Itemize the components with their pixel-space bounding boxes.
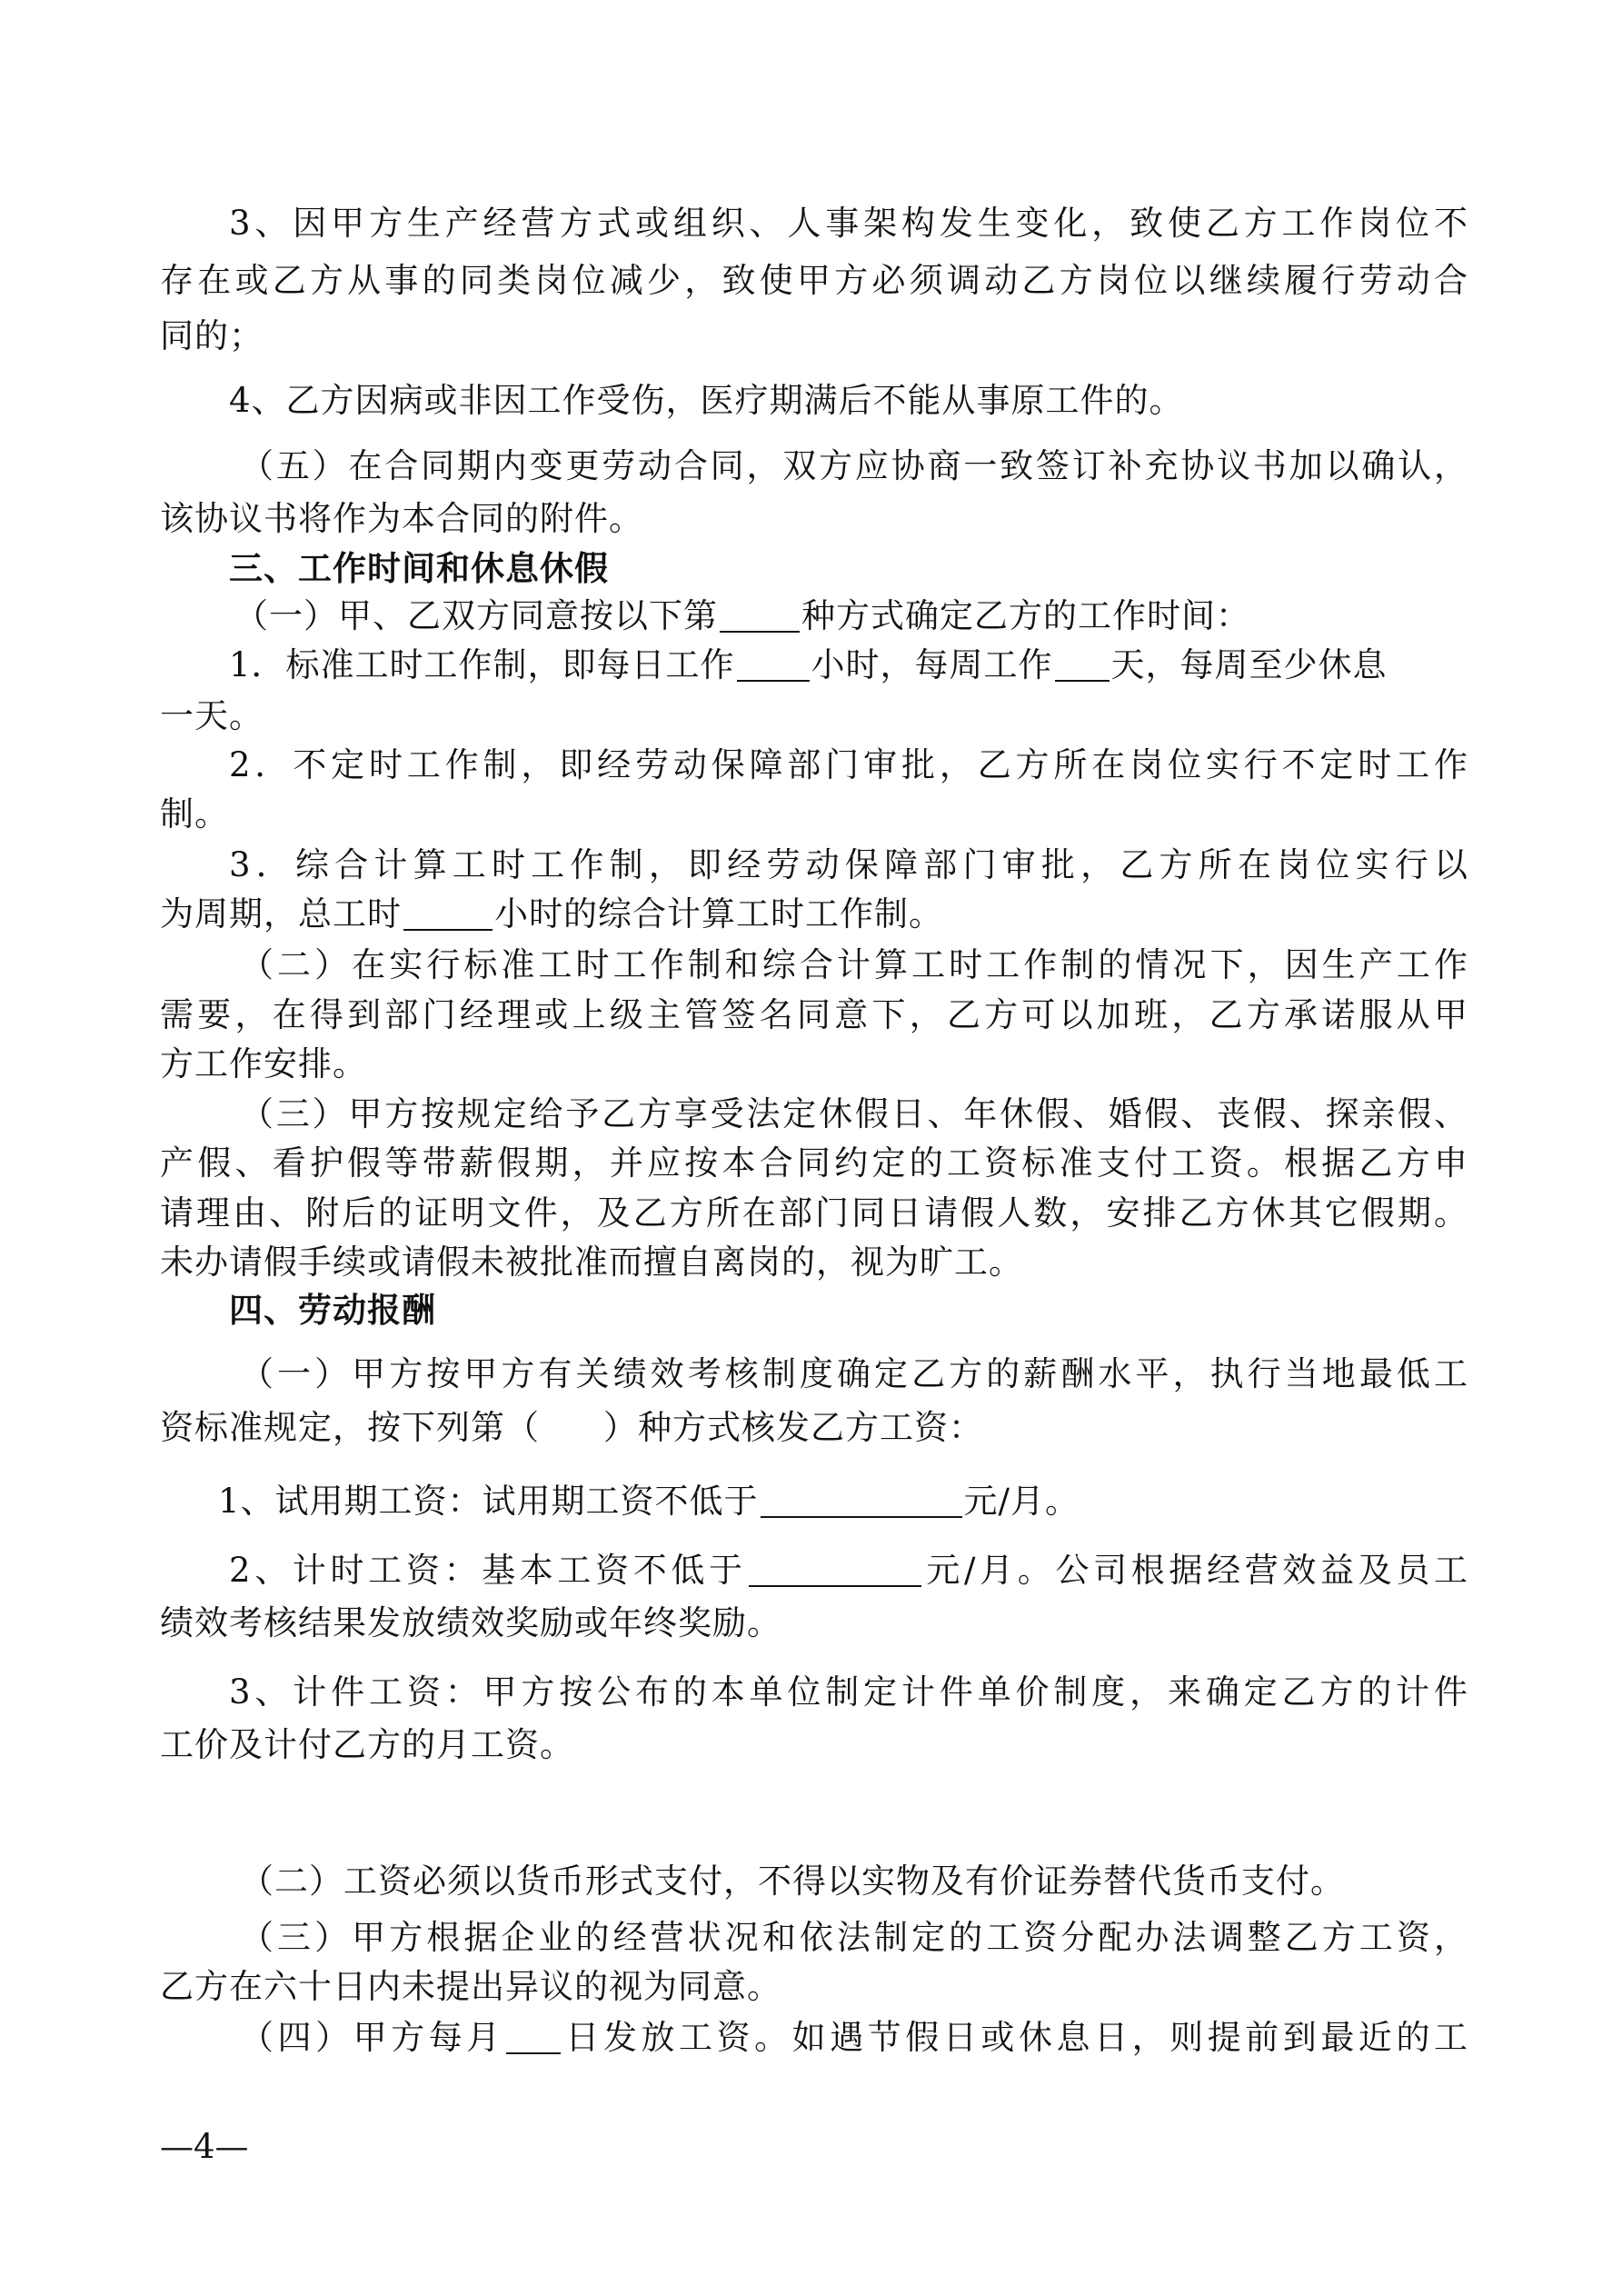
paragraph-line: 存在或乙方从事的同类岗位减少，致使甲方必须调动乙方岗位以继续履行劳动合 xyxy=(160,261,1468,300)
paragraph-line xyxy=(229,642,1537,689)
line-text: （一）甲、乙双方同意按以下第 xyxy=(234,596,718,635)
line-text: 资标准规定，按下列第（ xyxy=(160,1408,540,1447)
paragraph-line: 2．不定时工作制，即经劳动保障部门审批，乙方所在岗位实行不定时工作 xyxy=(229,745,1468,784)
line-text: 小时，每周工作 xyxy=(811,645,1053,684)
paragraph-line: 产假、看护假等带薪假期，并应按本合同约定的工资标准支付工资。根据乙方申 xyxy=(160,1143,1468,1183)
fill-blank[interactable] xyxy=(761,1483,962,1518)
paragraph-line: 制。 xyxy=(160,794,229,834)
fill-blank[interactable] xyxy=(737,647,810,682)
line-text: 1．标准工时工作制，即每日工作 xyxy=(229,645,735,684)
paragraph-line: 工价及计付乙方的月工资。 xyxy=(160,1725,574,1764)
paragraph-line: （三）甲方根据企业的经营状况和依法制定的工资分配办法调整乙方工资， xyxy=(240,1918,1468,1957)
line-text: ）种方式核发乙方工资： xyxy=(603,1408,983,1447)
paragraph-line: 3、计件工资：甲方按公布的本单位制定计件单价制度，来确定乙方的计件 xyxy=(229,1672,1468,1712)
paragraph-line: 一天。 xyxy=(160,696,264,735)
paragraph-line: （一）甲方按甲方有关绩效考核制度确定乙方的薪酬水平，执行当地最低工 xyxy=(240,1354,1468,1393)
line-text: 天，每周至少休息 xyxy=(1110,645,1388,684)
line-text: 2、计时工资：基本工资不低于 xyxy=(229,1551,747,1590)
fill-blank[interactable] xyxy=(720,598,800,633)
line-text: 种方式确定乙方的工作时间： xyxy=(801,596,1250,635)
paragraph-line: （二）工资必须以货币形式支付，不得以实物及有价证券替代货币支付。 xyxy=(240,1862,1345,1901)
paragraph-line: 同的； xyxy=(160,316,264,355)
section-heading: 四、劳动报酬 xyxy=(229,1291,436,1330)
paragraph-line: （五）在合同期内变更劳动合同，双方应协商一致签订补充协议书加以确认， xyxy=(240,446,1468,485)
line-text: 元/月。公司根据经营效益及员工 xyxy=(922,1551,1469,1590)
paragraph-line xyxy=(229,1547,1468,1594)
line-text: 元/月。 xyxy=(963,1482,1080,1521)
line-text: 小时的综合计算工时工作制。 xyxy=(494,894,943,933)
fill-blank[interactable] xyxy=(403,896,493,931)
line-text: 日发放工资。如遇节假日或休息日，则提前到最近的工 xyxy=(562,2018,1469,2057)
paragraph-line: 请理由、附后的证明文件，及乙方所在部门同日请假人数，安排乙方休其它假期。 xyxy=(160,1193,1468,1233)
fill-blank[interactable] xyxy=(1055,647,1110,682)
paragraph-line: 未办请假手续或请假未被批准而擅自离岗的，视为旷工。 xyxy=(160,1243,1023,1282)
paragraph-line: 绩效考核结果发放绩效奖励或年终奖励。 xyxy=(160,1603,781,1642)
paragraph-line: 3、因甲方生产经营方式或组织、人事架构发生变化，致使乙方工作岗位不 xyxy=(229,204,1468,243)
fill-blank[interactable] xyxy=(749,1552,921,1587)
line-text: 1、试用期工资：试用期工资不低于 xyxy=(218,1482,759,1521)
fill-blank[interactable] xyxy=(506,2020,561,2054)
paragraph-line: 乙方在六十日内未提出异议的视为同意。 xyxy=(160,1967,781,2006)
paragraph-line: 4、乙方因病或非因工作受伤，医疗期满后不能从事原工件的。 xyxy=(229,381,1184,420)
section-heading: 三、工作时间和休息休假 xyxy=(229,549,609,588)
paragraph-line xyxy=(218,1478,1527,1525)
paragraph-line: 3．综合计算工时工作制，即经劳动保障部门审批，乙方所在岗位实行以 xyxy=(229,845,1468,884)
paragraph-line xyxy=(234,593,1543,640)
line-text: 为周期，总工时 xyxy=(160,894,402,933)
paragraph-line: （三）甲方按规定给予乙方享受法定休假日、年休假、婚假、丧假、探亲假、 xyxy=(240,1094,1468,1133)
paragraph-line xyxy=(160,891,1468,938)
page-number: —4— xyxy=(160,2127,249,2166)
paragraph-line xyxy=(160,1404,1468,1452)
paragraph-line: 该协议书将作为本合同的附件。 xyxy=(160,499,643,538)
paragraph-line xyxy=(240,2014,1468,2061)
paragraph-line: 需要，在得到部门经理或上级主管签名同意下，乙方可以加班，乙方承诺服从甲 xyxy=(160,995,1468,1034)
line-text: （四）甲方每月 xyxy=(240,2018,504,2057)
paragraph-line: （二）在实行标准工时工作制和综合计算工时工作制的情况下，因生产工作 xyxy=(240,945,1468,984)
paragraph-line: 方工作安排。 xyxy=(160,1044,367,1083)
